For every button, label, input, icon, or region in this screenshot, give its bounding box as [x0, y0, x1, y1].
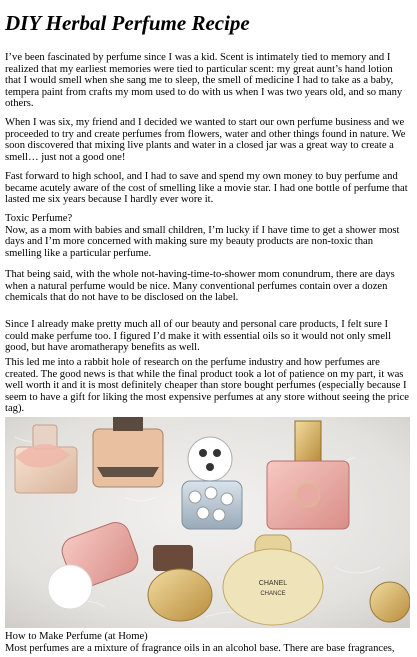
paragraph-2: When I was six, my friend and I decided we wanted to start our own perfume business and we proceeded to try and create perfumes from flowers, water and other things found in nature. We soon discovered that mixing live plants and water in a closed jar was a great way to create a smell… just not a good one! — [5, 117, 406, 163]
toxic-perfume-section — [5, 213, 411, 259]
subheading-how-to-make-perfume: How to Make Perfume (at Home) — [5, 631, 148, 642]
chance-sublabel: CHANCE — [260, 591, 286, 597]
paragraph-7: This led me into a rabbit hole of research on the perfume industry and how perfumes are created. The good news is that while the final product took a lot of patience on my part, it was well worth it and it is most definitely cheaper than store bought perfumes (especially because I seem to have a gift for liking the most expensive perfumes at any store without seeing the price tag). — [5, 357, 409, 415]
paragraph-5: That being said, with the whole not-having-time-to-shower mom conundrum, there are days when a natural perfume would be nice. Many conventional perfumes contain over a dozen chemicals that do not have to be disclosed on the label. — [5, 269, 395, 304]
paragraph-1: I’ve been fascinated by perfume since I was a kid. Scent is intimately tied to memory and I realized that my earliest memories were tied to particular scent: my great aunt’s hand lotion that I would smell when she sang me to sleep, the smell of medicine I had to take as a baby, tempera paint from crafts my mom used to do with us when I was two years old, and so many others. — [5, 52, 403, 110]
article-title: DIY Herbal Perfume Recipe — [5, 11, 250, 35]
paragraph-6: Since I already make pretty much all of our beauty and personal care products, I felt sure I could make perfume too. I figured I’d make it with essential oils so it would not only smell good, but have aromatherapy benefits as well. — [5, 319, 392, 354]
article — [5, 0, 411, 654]
chance-label: CHANEL — [258, 580, 288, 587]
paragraph-4: Now, as a mom with babies and small children, I’m lucky if I have time to get a shower most days and I’m more concerned with making sure my beauty products are non-toxic than smelling like a particular perfume. — [5, 224, 400, 259]
how-to-section — [5, 631, 395, 654]
perfume-bottles-photo — [5, 417, 410, 628]
subheading-toxic-perfume: Toxic Perfume? — [5, 213, 73, 224]
gold-disk — [370, 582, 410, 622]
paragraph-8: Most perfumes are a mixture of fragrance oils in an alcohol base. There are base fragrances, — [5, 642, 395, 654]
paragraph-3: Fast forward to high school, and I had to save and spend my own money to buy perfume and became acutely aware of the cost of smelling like a movie star. I had one bottle of perfume that lasted me six years because I hardly ever wore it. — [5, 171, 408, 206]
